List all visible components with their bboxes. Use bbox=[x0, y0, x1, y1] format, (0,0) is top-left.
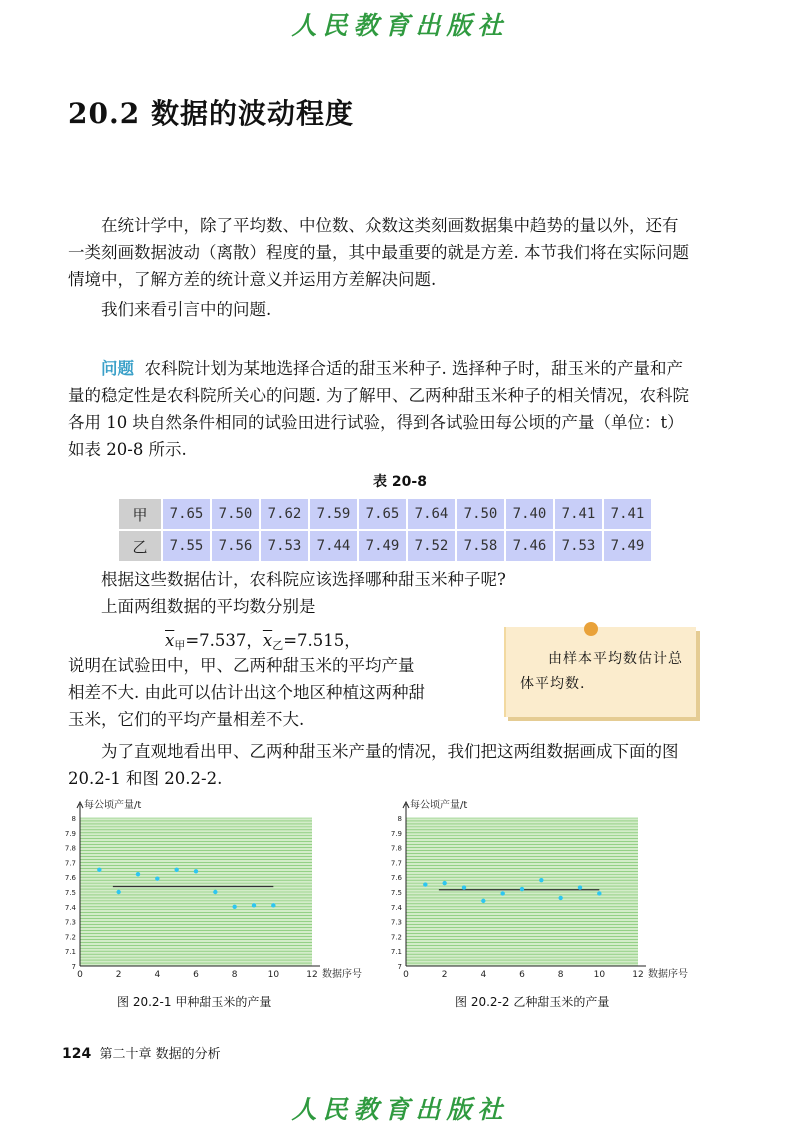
y-tick-label: 7.2 bbox=[390, 933, 402, 942]
table-cell: 7.44 bbox=[309, 530, 358, 562]
mean-formula: $\overline{x}_甲=7.537$，$\overline{x}_乙=7.515$， bbox=[165, 631, 361, 652]
y-tick-label: 7.2 bbox=[64, 933, 76, 942]
table-cell: 7.40 bbox=[505, 498, 554, 530]
table-cell: 7.49 bbox=[358, 530, 407, 562]
x-tick-label: 0 bbox=[403, 970, 409, 980]
data-point bbox=[213, 890, 217, 894]
data-point bbox=[232, 905, 236, 909]
table-caption: 表 20-8 bbox=[373, 474, 427, 490]
publisher-logo-bottom: 人民教育出版社 bbox=[291, 1095, 509, 1124]
conclusion-line: 说明在试验田中，甲、乙两种甜玉米的平均产量 bbox=[68, 656, 415, 675]
page-footer bbox=[62, 1043, 221, 1062]
x-tick-label: 0 bbox=[77, 970, 83, 980]
y-tick-label: 7.1 bbox=[390, 948, 402, 957]
y-tick-label: 7.7 bbox=[390, 859, 402, 868]
conclusion-block bbox=[68, 652, 488, 733]
table-cell: 7.56 bbox=[211, 530, 260, 562]
table-cell: 7.41 bbox=[603, 498, 652, 530]
y-tick-label: 7.5 bbox=[390, 889, 402, 897]
row-header: 乙 bbox=[118, 530, 162, 562]
conclusion-line: 相差不大. 由此可以估计出这个地区种植这两种甜 bbox=[68, 683, 425, 702]
figure-caption-2: 图 20.2-2 乙种甜玉米的产量 bbox=[455, 995, 610, 1009]
data-point bbox=[500, 891, 504, 895]
intro-paragraph-2: 我们来看引言中的问题. bbox=[101, 300, 272, 319]
question-line: 根据这些数据估计，农科院应该选择哪种甜玉米种子呢? bbox=[101, 570, 506, 589]
x-tick-label: 12 bbox=[632, 970, 644, 980]
y-tick-label: 8 bbox=[71, 815, 76, 823]
x-tick-label: 4 bbox=[154, 970, 161, 980]
chart-yi bbox=[384, 798, 704, 994]
x-axis-label: 数据序号 bbox=[648, 969, 688, 980]
table-cell: 7.41 bbox=[554, 498, 603, 530]
data-point bbox=[174, 868, 178, 872]
intro-block bbox=[68, 212, 694, 323]
x-tick-label: 6 bbox=[519, 970, 525, 980]
table-row-yi bbox=[118, 530, 652, 562]
table-cell: 7.58 bbox=[456, 530, 505, 562]
row-header: 甲 bbox=[118, 498, 162, 530]
data-point bbox=[271, 903, 275, 907]
y-tick-label: 7.6 bbox=[64, 874, 76, 883]
data-point bbox=[442, 881, 446, 885]
page-number: 124 bbox=[62, 1046, 92, 1062]
pin-icon bbox=[584, 622, 598, 636]
data-point bbox=[423, 882, 427, 886]
y-tick-label: 7.3 bbox=[390, 918, 402, 927]
data-point bbox=[194, 869, 198, 873]
problem-block bbox=[68, 355, 694, 463]
data-point bbox=[97, 868, 101, 872]
yield-table bbox=[117, 497, 653, 563]
table-row-jia bbox=[118, 498, 652, 530]
x-tick-label: 8 bbox=[557, 970, 564, 980]
data-point bbox=[481, 899, 485, 903]
problem-label: 问题 bbox=[101, 359, 134, 378]
y-tick-label: 7 bbox=[71, 963, 76, 971]
table-cell: 7.59 bbox=[309, 498, 358, 530]
table-cell: 7.53 bbox=[260, 530, 309, 562]
y-tick-label: 7.4 bbox=[390, 903, 402, 912]
data-point bbox=[578, 885, 582, 889]
x-axis-label: 数据序号 bbox=[322, 969, 362, 980]
y-axis-label: 每公顷产量/t bbox=[410, 800, 468, 811]
side-note-text: 由样本平均数估计总体平均数. bbox=[520, 651, 683, 692]
y-axis-label: 每公顷产量/t bbox=[84, 800, 142, 811]
y-tick-label: 7.3 bbox=[64, 918, 76, 927]
table-cell: 7.62 bbox=[260, 498, 309, 530]
y-tick-label: 7.9 bbox=[390, 829, 402, 838]
table-cell: 7.52 bbox=[407, 530, 456, 562]
publisher-logo: 人民教育出版社 bbox=[291, 11, 509, 40]
chart-jia bbox=[58, 798, 362, 994]
table-cell: 7.55 bbox=[162, 530, 211, 562]
table-cell: 7.50 bbox=[456, 498, 505, 530]
y-tick-label: 7.5 bbox=[64, 889, 76, 897]
y-tick-label: 7.4 bbox=[64, 903, 76, 912]
x-tick-label: 10 bbox=[593, 970, 606, 980]
table-cell: 7.46 bbox=[505, 530, 554, 562]
data-point bbox=[252, 903, 256, 907]
intro-paragraph: 在统计学中，除了平均数、中位数、众数这类刻画数据集中趋势的量以外，还有一类刻画数据波动（离散）程度的量，其中最重要的就是方差. 本节我们将在实际问题情境中，了解方差的统计意义并运用方差解决问题. bbox=[68, 216, 689, 289]
figure-intro-block bbox=[68, 738, 694, 792]
y-tick-label: 7.6 bbox=[390, 874, 402, 883]
y-tick-label: 7.8 bbox=[64, 844, 76, 853]
figure-intro: 为了直观地看出甲、乙两种甜玉米产量的情况，我们把这两组数据画成下面的图 20.2-1 和图 20.2-2. bbox=[68, 742, 679, 788]
y-tick-label: 7.8 bbox=[390, 844, 402, 853]
y-tick-label: 7 bbox=[397, 963, 402, 971]
table-cell: 7.64 bbox=[407, 498, 456, 530]
x-tick-label: 10 bbox=[267, 970, 280, 980]
data-point bbox=[597, 891, 601, 895]
x-tick-label: 4 bbox=[480, 970, 487, 980]
data-point bbox=[520, 887, 524, 891]
x-tick-label: 2 bbox=[441, 970, 448, 980]
mean-intro-line: 上面两组数据的平均数分别是 bbox=[101, 597, 316, 616]
y-tick-label: 7.7 bbox=[64, 859, 76, 868]
x-tick-label: 8 bbox=[231, 970, 238, 980]
data-point bbox=[558, 896, 562, 900]
problem-text: 农科院计划为某地选择合适的甜玉米种子. 选择种子时，甜玉米的产量和产量的稳定性是农科院所关心的问题. 为了解甲、乙两种甜玉米种子的相关情况，农科院各用 10 块自然条件相同的试验田进行试验，得到各试验田每公顷的产量（单位：t）如表 20-8 所示. bbox=[68, 359, 689, 459]
body-block bbox=[68, 566, 694, 620]
x-tick-label: 12 bbox=[306, 970, 318, 980]
data-point bbox=[155, 876, 159, 880]
figure-caption-1: 图 20.2-1 甲种甜玉米的产量 bbox=[117, 995, 272, 1009]
data-point bbox=[539, 878, 543, 882]
y-tick-label: 7.1 bbox=[64, 948, 76, 957]
data-point bbox=[116, 890, 120, 894]
data-point bbox=[136, 872, 140, 876]
table-cell: 7.53 bbox=[554, 530, 603, 562]
chapter-title: 第二十章 数据的分析 bbox=[99, 1047, 221, 1062]
y-tick-label: 8 bbox=[397, 815, 402, 823]
conclusion-line: 玉米，它们的平均产量相差不大. bbox=[68, 710, 305, 729]
section-title: 20.2 数据的波动程度 bbox=[68, 97, 354, 130]
x-tick-label: 2 bbox=[115, 970, 122, 980]
y-tick-label: 7.9 bbox=[64, 829, 76, 838]
data-point bbox=[462, 885, 466, 889]
table-cell: 7.65 bbox=[162, 498, 211, 530]
table-cell: 7.65 bbox=[358, 498, 407, 530]
table-cell: 7.49 bbox=[603, 530, 652, 562]
x-tick-label: 6 bbox=[193, 970, 199, 980]
side-note bbox=[504, 627, 696, 717]
table-cell: 7.50 bbox=[211, 498, 260, 530]
